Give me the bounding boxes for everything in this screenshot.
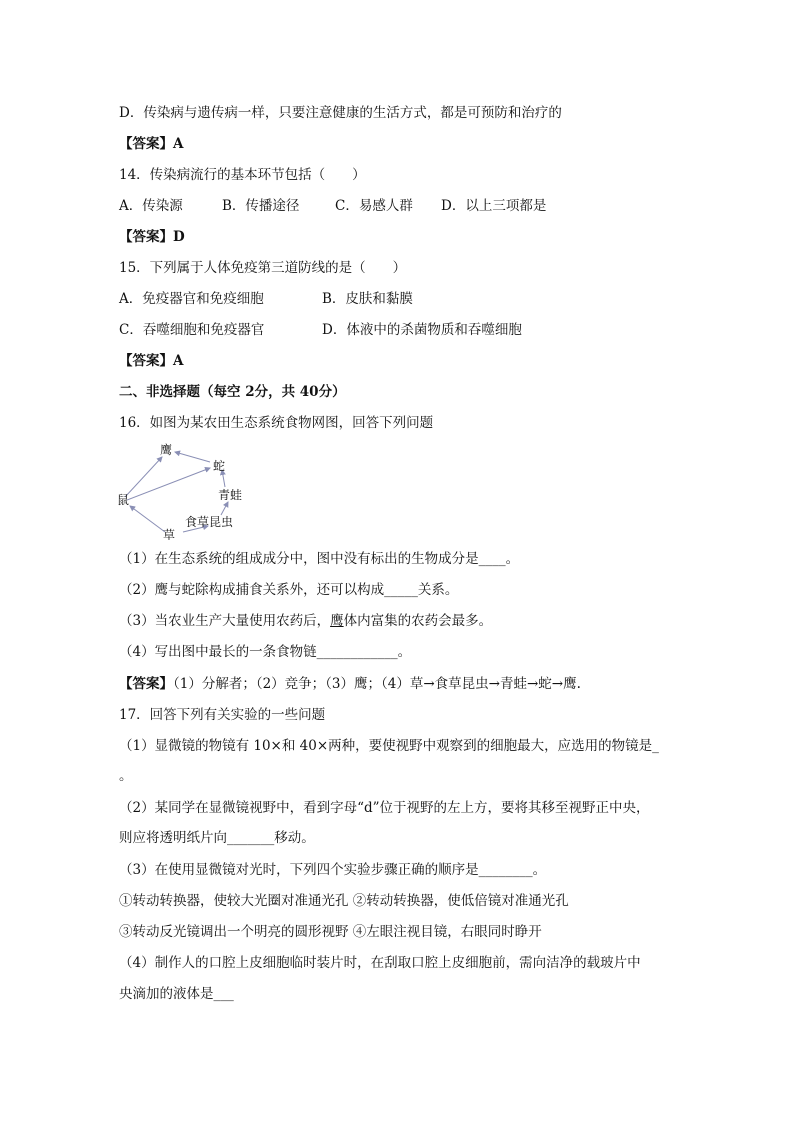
arrow-snake-eagle — [175, 452, 210, 462]
q17-sub-2a: （2）某同学在显微镜视野中，看到字母“d”位于视野的左上方，要将其移至视野正中央， — [119, 800, 650, 816]
q17-sub-3: （3）在使用显微镜对光时，下列四个实验步骤正确的顺序是________。 — [119, 862, 547, 878]
arrow-mouse-snake — [127, 468, 210, 500]
q13-option-d: D．传染病与遗传病一样，只要注意健康的生活方式，都是可预防和治疗的 — [119, 105, 562, 121]
q14-answer — [119, 227, 185, 247]
q13-answer — [119, 134, 183, 154]
q16-sub-3-pre: （3）当农业生产大量使用农药后， — [119, 613, 331, 629]
q14-option-d: D．以上三项都是 — [441, 198, 547, 214]
q16-stem: 16．如图为某农田生态系统食物网图，回答下列问题 — [119, 415, 434, 431]
arrow-grass-mouse — [130, 506, 165, 532]
food-web-diagram — [115, 440, 265, 540]
q14-option-a: A．传染源 — [119, 198, 183, 214]
q17-sub-4b: 央滴加的液体是___ — [119, 986, 234, 1002]
arrow-mouse-eagle — [125, 457, 162, 497]
q15-option-d: D．体液中的杀菌物质和吞噬细胞 — [322, 322, 522, 338]
q17-sub-4a: （4）制作人的口腔上皮细胞临时装片时，在刮取口腔上皮细胞前，需向洁净的载玻片中 — [119, 955, 641, 971]
q15-stem: 15．下列属于人体免疫第三道防线的是（ ） — [119, 260, 407, 276]
q14-stem: 14．传染病流行的基本环节包括（ ） — [119, 167, 366, 183]
q17-sub-1b: 。 — [119, 768, 133, 784]
section-title: 二、非选择题（每空 2分，共 40分） — [119, 384, 346, 400]
node-mouse: 鼠 — [117, 493, 130, 507]
q16-sub-3-underlined: 鹰 — [330, 613, 344, 629]
q16-sub-3 — [119, 611, 492, 631]
answer-label: 【答案】 — [119, 353, 173, 369]
q16-sub-1: （1）在生态系统的组成成分中，图中没有标出的生物成分是____。 — [119, 551, 520, 567]
q16-sub-4: （4）写出图中最长的一条食物链____________。 — [119, 644, 412, 660]
q14-option-b: B．传播途径 — [222, 198, 300, 214]
q15-answer — [119, 351, 183, 371]
answer-label: 【答案】 — [119, 676, 173, 692]
q17-sub-3-steps-2: ③转动反光镜调出一个明亮的圆形视野 ④左眼注视目镜，右眼同时睁开 — [119, 924, 542, 940]
q16-sub-2: （2）鹰与蛇除构成捕食关系外，还可以构成_____关系。 — [119, 582, 459, 598]
q16-answer — [119, 674, 581, 694]
q14-option-c: C．易感人群 — [335, 198, 413, 214]
node-insect: 食草昆虫 — [185, 515, 234, 529]
node-snake: 蛇 — [213, 459, 226, 473]
q17-sub-2b: 则应将透明纸片向_______移动。 — [119, 830, 315, 846]
answer-value: D — [173, 229, 185, 245]
answer-value: A — [173, 353, 184, 369]
answer-label: 【答案】 — [119, 136, 173, 152]
node-frog: 青蛙 — [218, 488, 243, 502]
q16-sub-3-post: 体内富集的农药会最多。 — [343, 613, 493, 629]
arrow-insect-frog — [221, 502, 228, 515]
answer-label: 【答案】 — [119, 229, 173, 245]
q15-option-c: C．吞噬细胞和免疫器官 — [119, 322, 265, 338]
q17-sub-3-steps-1: ①转动转换器，使较大光圈对准通光孔 ②转动转换器，使低倍镜对准通光孔 — [119, 893, 569, 909]
q15-option-b: B．皮肤和黏膜 — [322, 291, 413, 307]
answer-value: （1）分解者；（2）竞争；（3）鹰；（4）草→食草昆虫→青蛙→蛇→鹰. — [173, 676, 581, 692]
q15-option-a: A．免疫器官和免疫细胞 — [119, 291, 264, 307]
answer-value: A — [173, 136, 184, 152]
node-eagle: 鹰 — [160, 443, 173, 457]
node-grass: 草 — [163, 528, 176, 540]
q17-sub-1a: （1）显微镜的物镜有 10×和 40×两种，要使视野中观察到的细胞最大，应选用的物镜是_ — [119, 738, 659, 754]
q17-stem: 17．回答下列有关实验的一些问题 — [119, 707, 326, 723]
